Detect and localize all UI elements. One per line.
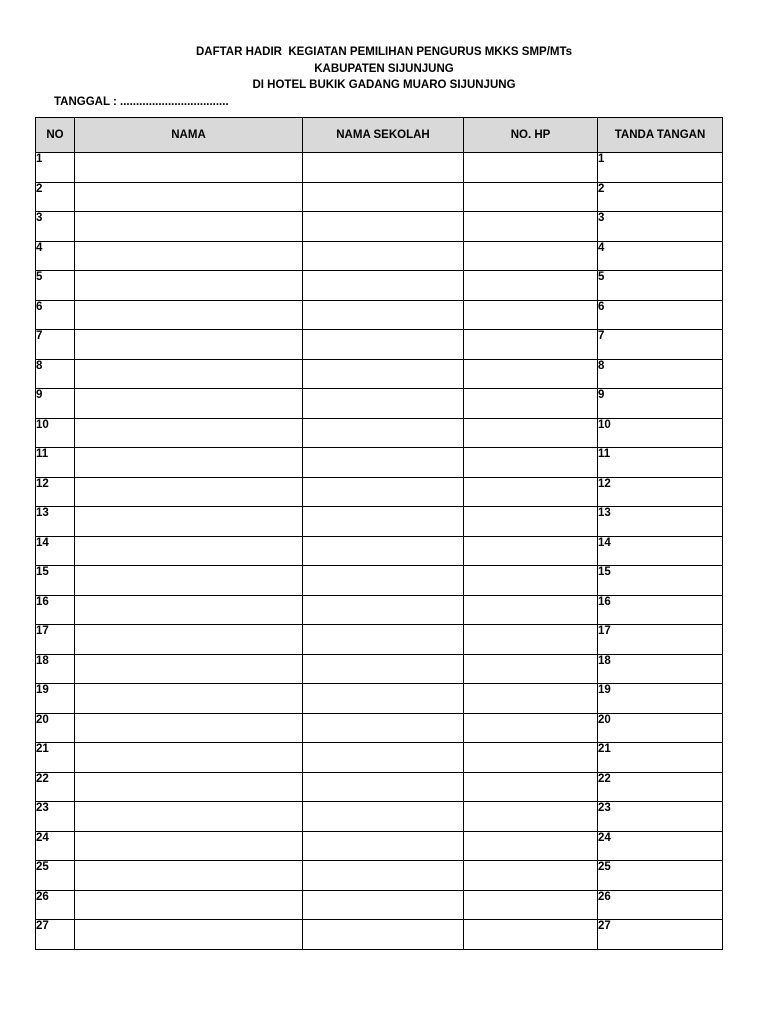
table-row: [36, 182, 723, 212]
signature-cell[interactable]: [598, 595, 723, 625]
school-cell[interactable]: [303, 743, 464, 773]
table-row: [36, 536, 723, 566]
signature-number: 15: [598, 566, 611, 578]
school-cell[interactable]: [303, 300, 464, 330]
school-cell[interactable]: [303, 772, 464, 802]
row-number: 22: [36, 772, 75, 802]
phone-cell[interactable]: [464, 566, 598, 596]
table-row: [36, 831, 723, 861]
signature-number: 9: [598, 389, 605, 401]
row-number: 5: [36, 271, 75, 301]
signature-cell[interactable]: [598, 418, 723, 448]
signature-number: 26: [598, 890, 611, 903]
phone-cell[interactable]: [464, 595, 598, 625]
name-cell[interactable]: [75, 153, 303, 183]
school-cell[interactable]: [303, 359, 464, 389]
phone-cell[interactable]: [464, 241, 598, 271]
row-number: 12: [36, 477, 75, 507]
signature-number: 20: [598, 713, 611, 726]
row-number: 11: [36, 448, 75, 478]
phone-cell[interactable]: [464, 448, 598, 478]
title-line-2: KABUPATEN SIJUNJUNG: [314, 62, 454, 75]
row-number: 23: [36, 802, 75, 832]
attendance-table: [35, 117, 723, 950]
name-cell[interactable]: [75, 448, 303, 478]
name-cell[interactable]: [75, 477, 303, 507]
table-row: [36, 684, 723, 714]
table-row: [36, 271, 723, 301]
table-header-row: [36, 118, 723, 153]
school-cell[interactable]: [303, 713, 464, 743]
name-cell[interactable]: [75, 743, 303, 773]
school-cell[interactable]: [303, 182, 464, 212]
school-cell[interactable]: [303, 684, 464, 714]
signature-cell[interactable]: [598, 625, 723, 655]
signature-number: 2: [598, 182, 605, 195]
signature-cell[interactable]: [598, 713, 723, 743]
table-row: [36, 507, 723, 537]
phone-cell[interactable]: [464, 330, 598, 360]
signature-number: 12: [598, 477, 611, 490]
row-number: 4: [36, 241, 75, 271]
table-row: [36, 595, 723, 625]
signature-number: 22: [598, 772, 611, 785]
phone-cell[interactable]: [464, 477, 598, 507]
name-cell[interactable]: [75, 861, 303, 891]
row-number: 17: [36, 625, 75, 655]
name-cell[interactable]: [75, 241, 303, 271]
signature-number: 5: [598, 271, 605, 283]
signature-number: 1: [598, 153, 605, 165]
signature-number: 3: [598, 212, 605, 224]
title-line-3: DI HOTEL BUKIK GADANG MUARO SIJUNJUNG: [252, 79, 516, 91]
phone-cell[interactable]: [464, 772, 598, 802]
name-cell[interactable]: [75, 330, 303, 360]
phone-cell[interactable]: [464, 418, 598, 448]
school-cell[interactable]: [303, 418, 464, 448]
name-cell[interactable]: [75, 300, 303, 330]
phone-cell[interactable]: [464, 536, 598, 566]
table-row: [36, 772, 723, 802]
school-cell[interactable]: [303, 890, 464, 920]
school-cell[interactable]: [303, 212, 464, 242]
name-cell[interactable]: [75, 182, 303, 212]
school-cell[interactable]: [303, 595, 464, 625]
phone-cell[interactable]: [464, 654, 598, 684]
row-number: 6: [36, 300, 75, 330]
school-cell[interactable]: [303, 920, 464, 950]
name-cell[interactable]: [75, 536, 303, 566]
phone-cell[interactable]: [464, 182, 598, 212]
signature-cell[interactable]: [598, 772, 723, 802]
signature-cell[interactable]: [598, 566, 723, 596]
signature-number: 13: [598, 507, 611, 519]
signature-number: 19: [598, 684, 611, 696]
header-nama-sekolah: NAMA SEKOLAH: [303, 118, 464, 153]
header-no: NO: [36, 118, 75, 153]
name-cell[interactable]: [75, 802, 303, 832]
phone-cell[interactable]: [464, 831, 598, 861]
table-row: [36, 418, 723, 448]
signature-cell[interactable]: [598, 507, 723, 537]
signature-cell[interactable]: [598, 654, 723, 684]
name-cell[interactable]: [75, 713, 303, 743]
signature-number: 18: [598, 654, 611, 667]
name-cell[interactable]: [75, 831, 303, 861]
date-label: TANGGAL : ..................................: [54, 96, 229, 108]
name-cell[interactable]: [75, 389, 303, 419]
phone-cell[interactable]: [464, 507, 598, 537]
table-row: [36, 713, 723, 743]
school-cell[interactable]: [303, 654, 464, 684]
row-number: 15: [36, 566, 75, 596]
name-cell[interactable]: [75, 772, 303, 802]
name-cell[interactable]: [75, 359, 303, 389]
signature-cell[interactable]: [598, 359, 723, 389]
name-cell[interactable]: [75, 418, 303, 448]
signature-number: 6: [598, 300, 605, 313]
signature-cell[interactable]: [598, 684, 723, 714]
signature-number: 4: [598, 241, 605, 254]
header-nama: NAMA: [75, 118, 303, 153]
phone-cell[interactable]: [464, 920, 598, 950]
table-body: [36, 153, 723, 950]
signature-cell[interactable]: [598, 477, 723, 507]
school-cell[interactable]: [303, 330, 464, 360]
table-row: [36, 448, 723, 478]
phone-cell[interactable]: [464, 153, 598, 183]
row-number: 3: [36, 212, 75, 242]
signature-number: 10: [598, 418, 611, 431]
phone-cell[interactable]: [464, 300, 598, 330]
school-cell[interactable]: [303, 802, 464, 832]
row-number: 18: [36, 654, 75, 684]
name-cell[interactable]: [75, 507, 303, 537]
signature-number: 7: [598, 330, 605, 342]
signature-cell[interactable]: [598, 330, 723, 360]
row-number: 24: [36, 831, 75, 861]
school-cell[interactable]: [303, 271, 464, 301]
signature-number: 21: [598, 743, 611, 755]
row-number: 13: [36, 507, 75, 537]
school-cell[interactable]: [303, 241, 464, 271]
name-cell[interactable]: [75, 654, 303, 684]
signature-cell[interactable]: [598, 743, 723, 773]
name-cell[interactable]: [75, 684, 303, 714]
school-cell[interactable]: [303, 448, 464, 478]
table-row: [36, 654, 723, 684]
row-number: 14: [36, 536, 75, 566]
phone-cell[interactable]: [464, 743, 598, 773]
signature-cell[interactable]: [598, 241, 723, 271]
phone-cell[interactable]: [464, 713, 598, 743]
school-cell[interactable]: [303, 625, 464, 655]
signature-number: 23: [598, 802, 611, 814]
school-cell[interactable]: [303, 389, 464, 419]
row-number: 16: [36, 595, 75, 625]
row-number: 19: [36, 684, 75, 714]
table-row: [36, 566, 723, 596]
signature-cell[interactable]: [598, 802, 723, 832]
signature-cell[interactable]: [598, 212, 723, 242]
row-number: 21: [36, 743, 75, 773]
table-row: [36, 330, 723, 360]
table-row: [36, 389, 723, 419]
school-cell[interactable]: [303, 153, 464, 183]
document-header: [0, 44, 768, 94]
row-number: 25: [36, 861, 75, 891]
name-cell[interactable]: [75, 212, 303, 242]
school-cell[interactable]: [303, 831, 464, 861]
phone-cell[interactable]: [464, 802, 598, 832]
table-row: [36, 890, 723, 920]
table-row: [36, 300, 723, 330]
school-cell[interactable]: [303, 861, 464, 891]
name-cell[interactable]: [75, 920, 303, 950]
name-cell[interactable]: [75, 566, 303, 596]
table-row: [36, 359, 723, 389]
table-row: [36, 477, 723, 507]
row-number: 2: [36, 182, 75, 212]
title-line-1: DAFTAR HADIR KEGIATAN PEMILIHAN PENGURUS MKKS SMP/MTs: [195, 46, 573, 58]
name-cell[interactable]: [75, 890, 303, 920]
phone-cell[interactable]: [464, 271, 598, 301]
signature-number: 14: [598, 536, 611, 549]
phone-cell[interactable]: [464, 212, 598, 242]
signature-cell[interactable]: [598, 448, 723, 478]
name-cell[interactable]: [75, 625, 303, 655]
phone-cell[interactable]: [464, 359, 598, 389]
table-row: [36, 861, 723, 891]
signature-number: 16: [598, 595, 611, 608]
header-no-hp: NO. HP: [464, 118, 598, 153]
row-number: 10: [36, 418, 75, 448]
row-number: 27: [36, 920, 75, 950]
signature-cell[interactable]: [598, 389, 723, 419]
signature-cell[interactable]: [598, 271, 723, 301]
phone-cell[interactable]: [464, 389, 598, 419]
row-number: 1: [36, 153, 75, 183]
table-row: [36, 241, 723, 271]
row-number: 7: [36, 330, 75, 360]
row-number: 26: [36, 890, 75, 920]
signature-number: 27: [598, 920, 611, 932]
row-number: 8: [36, 359, 75, 389]
school-cell[interactable]: [303, 566, 464, 596]
table-row: [36, 920, 723, 950]
table-row: [36, 212, 723, 242]
header-tanda-tangan: TANDA TANGAN: [598, 118, 723, 153]
signature-number: 8: [598, 359, 605, 372]
signature-number: 25: [598, 861, 611, 873]
signature-number: 11: [598, 448, 611, 460]
phone-cell[interactable]: [464, 861, 598, 891]
school-cell[interactable]: [303, 536, 464, 566]
signature-cell[interactable]: [598, 536, 723, 566]
phone-cell[interactable]: [464, 684, 598, 714]
name-cell[interactable]: [75, 271, 303, 301]
signature-cell[interactable]: [598, 890, 723, 920]
signature-number: 17: [598, 625, 611, 637]
school-cell[interactable]: [303, 507, 464, 537]
name-cell[interactable]: [75, 595, 303, 625]
signature-cell[interactable]: [598, 861, 723, 891]
signature-cell[interactable]: [598, 300, 723, 330]
table-row: [36, 743, 723, 773]
signature-number: 24: [598, 831, 611, 844]
row-number: 20: [36, 713, 75, 743]
signature-cell[interactable]: [598, 153, 723, 183]
school-cell[interactable]: [303, 477, 464, 507]
phone-cell[interactable]: [464, 625, 598, 655]
phone-cell[interactable]: [464, 890, 598, 920]
signature-cell[interactable]: [598, 182, 723, 212]
signature-cell[interactable]: [598, 920, 723, 950]
row-number: 9: [36, 389, 75, 419]
table-row: [36, 625, 723, 655]
table-row: [36, 802, 723, 832]
signature-cell[interactable]: [598, 831, 723, 861]
table-row: [36, 153, 723, 183]
